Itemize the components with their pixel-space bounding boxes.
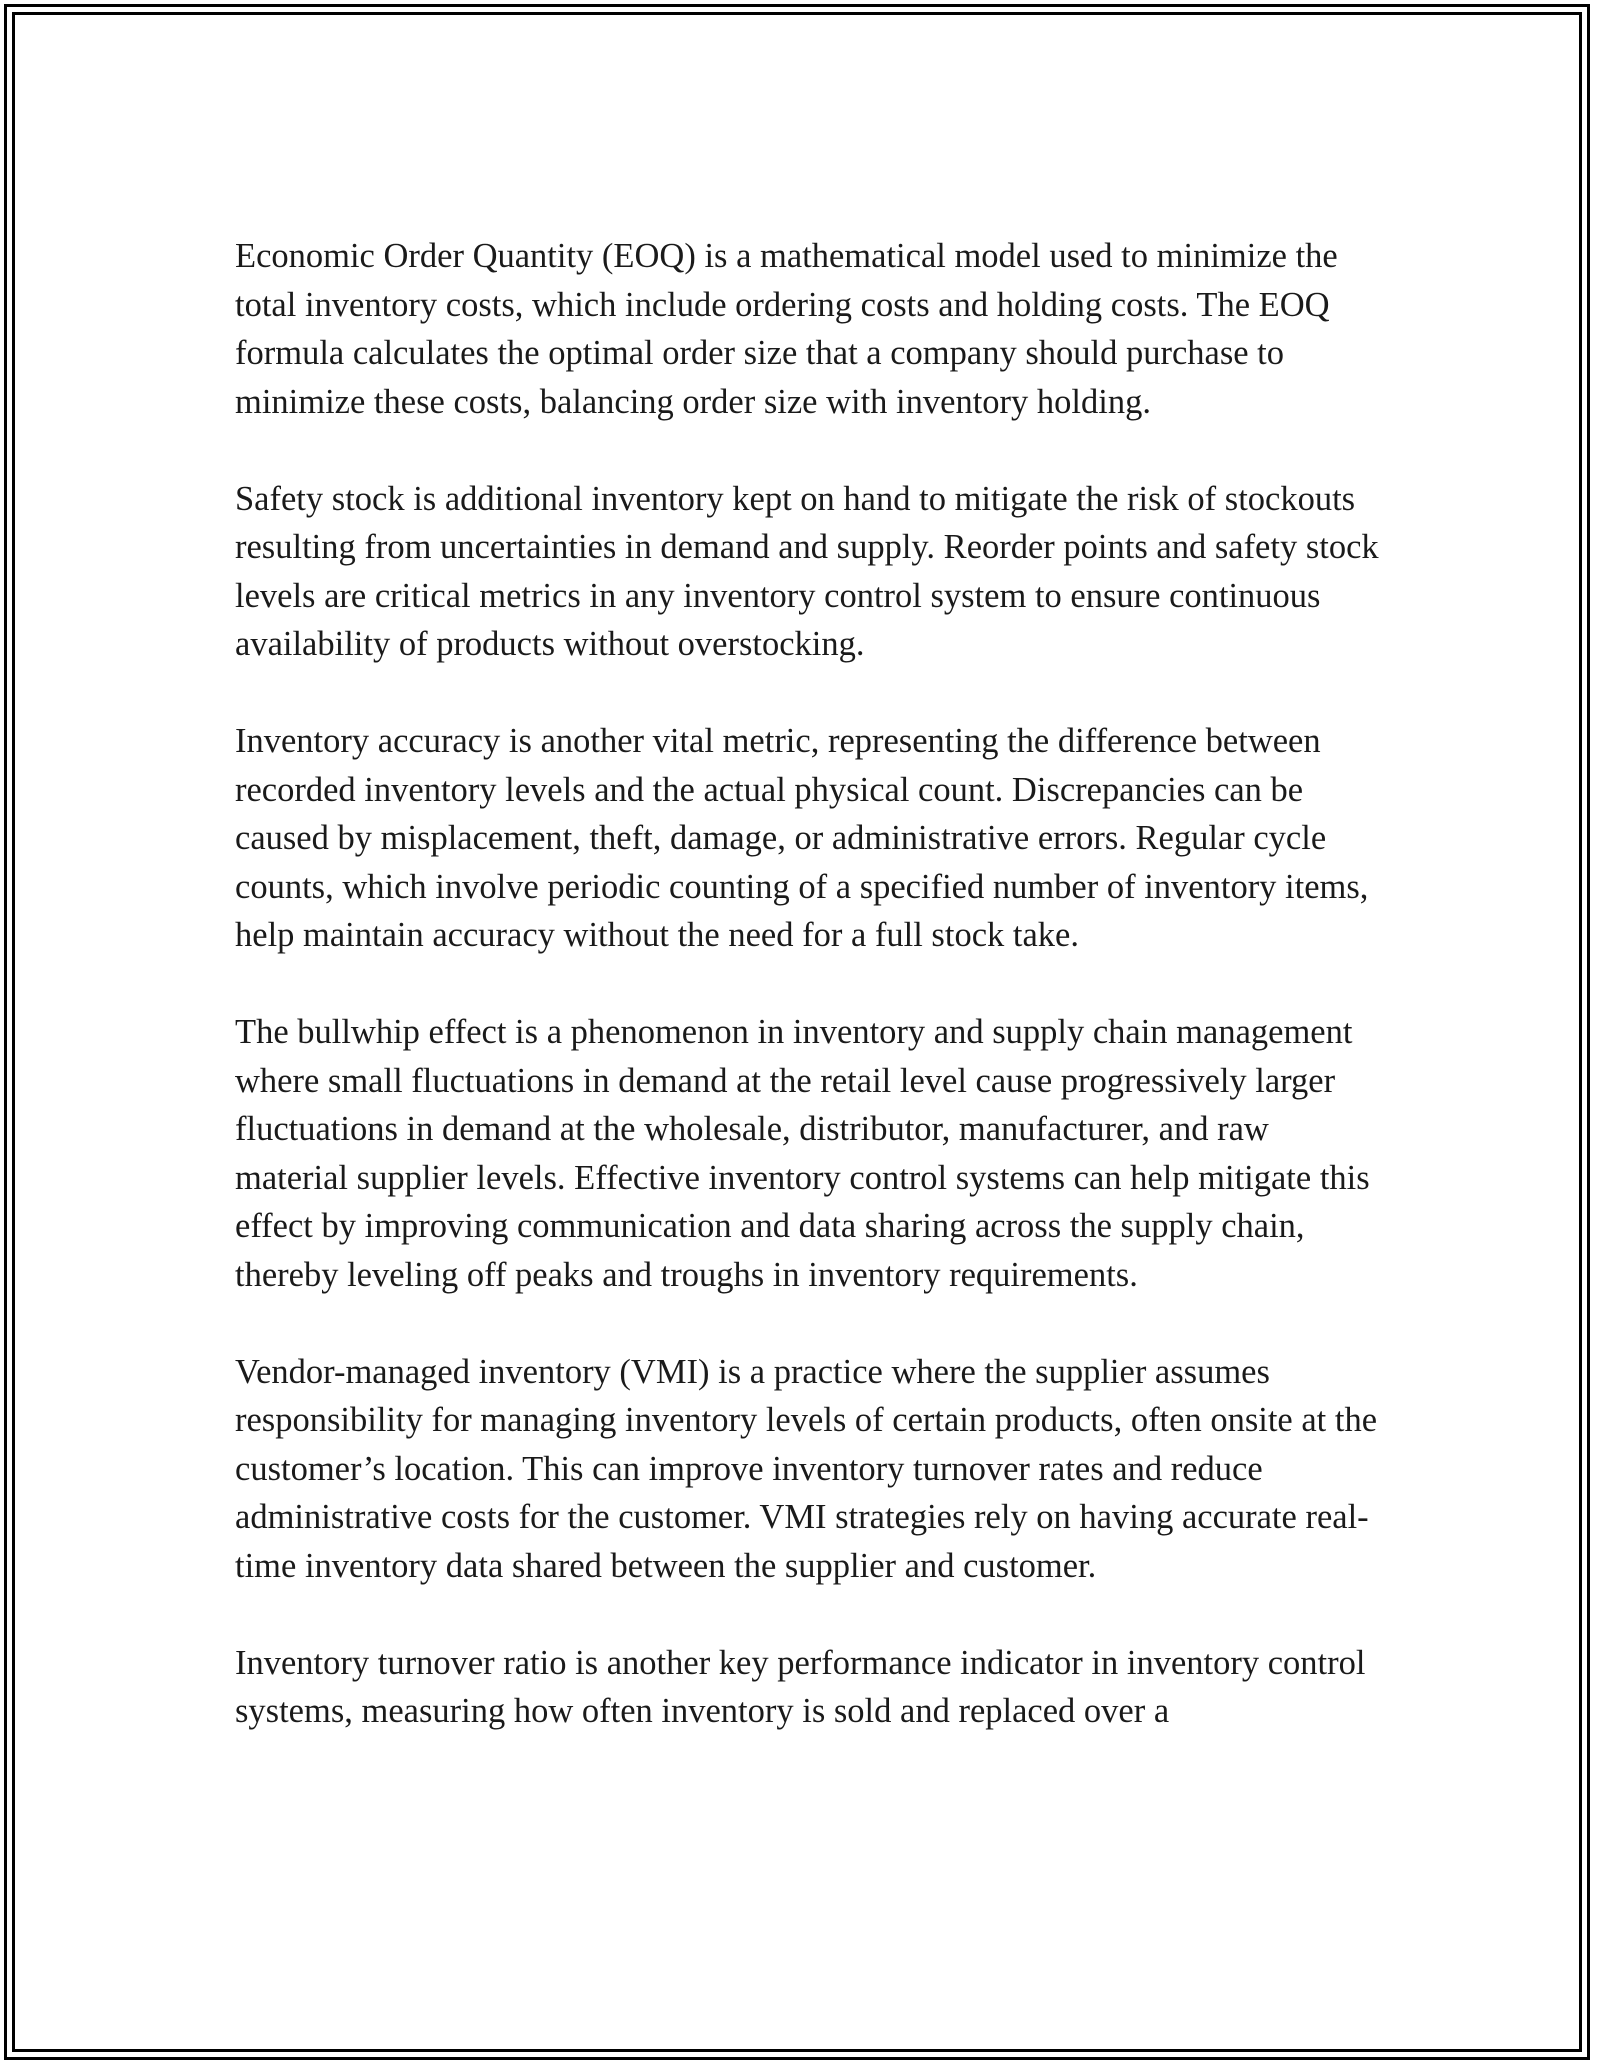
paragraph-safety-stock: Safety stock is additional inventory kept on hand to mitigate the risk of stockouts resulting from uncertainties in demand and supply. Reorder points and safety stock levels are critical metrics in any inventory control system to ensure continuous availability of products without overstocking. (235, 479, 1379, 663)
paragraph-vmi: Vendor-managed inventory (VMI) is a practice where the supplier assumes responsibility for managing inventory levels of certain products, often onsite at the customer’s location. This can improve inventory turnover rates and reduce administrative costs for the customer. VMI strategies rely on having accurate real-time inventory data shared between the supplier and customer. (235, 1352, 1378, 1585)
paragraph-turnover-ratio: Inventory turnover ratio is another key performance indicator in inventory control systems, measuring how often inventory is sold and replaced over a (235, 1643, 1366, 1730)
paragraph-bullwhip-effect: The bullwhip effect is a phenomenon in inventory and supply chain management where small fluctuations in demand at the retail level cause progressively larger fluctuations in demand at the wholesale, distributor, manufacturer, and raw material supplier levels. Effective inventory control systems can help mitigate this effect by improving communication and data sharing across the supply chain, thereby leveling off peaks and troughs in inventory requirements. (235, 1013, 1370, 1294)
paragraph-eoq: Economic Order Quantity (EOQ) is a mathematical model used to minimize the total inventory costs, which include ordering costs and holding costs. The EOQ formula calculates the optimal order size that a company should purchase to minimize these costs, balancing order size with inventory holding. (235, 237, 1338, 421)
paragraph-inventory-accuracy: Inventory accuracy is another vital metric, representing the difference between recorded inventory levels and the actual physical count. Discrepancies can be caused by misplacement, theft, damage, or administrative errors. Regular cycle counts, which involve periodic counting of a specified number of inventory items, help maintain accuracy without the need for a full stock take. (235, 722, 1369, 954)
document-body (235, 232, 1385, 1736)
